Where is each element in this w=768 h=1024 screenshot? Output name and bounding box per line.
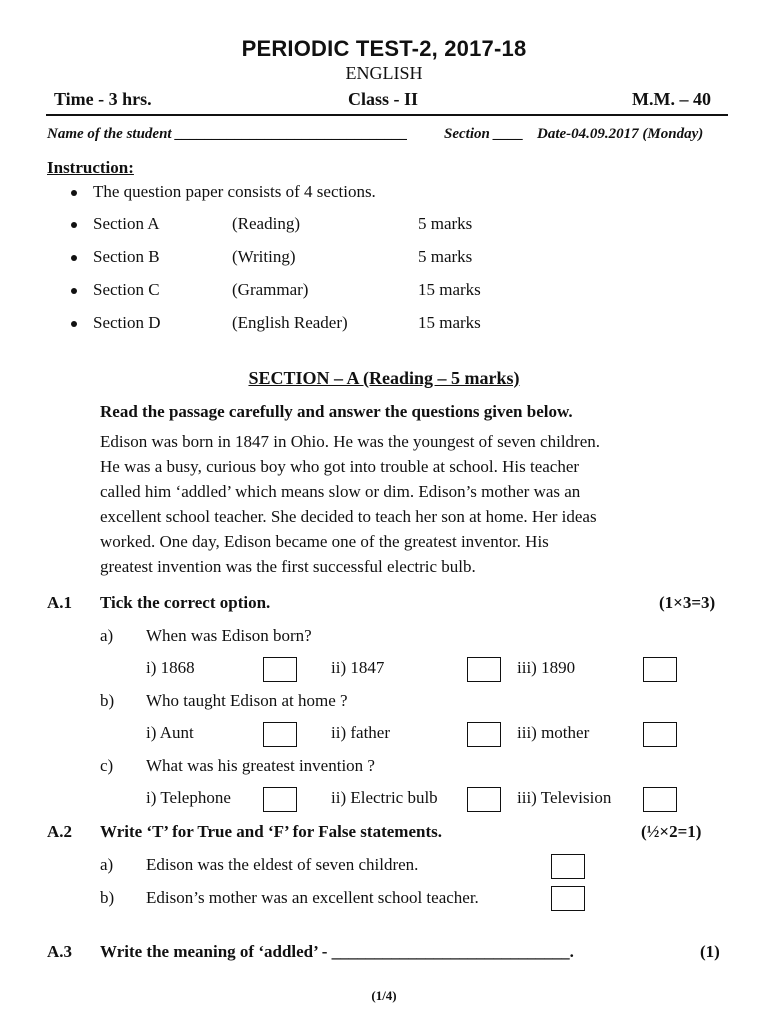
bullet-icon bbox=[71, 222, 77, 228]
student-name-field: Name of the student _______________________________ bbox=[47, 126, 408, 142]
option-text: iii) 1890 bbox=[517, 658, 576, 677]
option-text: i) Aunt bbox=[146, 723, 194, 742]
time-label: Time - 3 hrs. bbox=[54, 89, 152, 109]
bullet-icon bbox=[71, 321, 77, 327]
option-text: iii) Television bbox=[517, 788, 612, 807]
section-topic: (Grammar) bbox=[232, 280, 309, 299]
answer-checkbox[interactable] bbox=[467, 722, 501, 747]
question-marks: (1×3=3) bbox=[659, 593, 716, 612]
passage-line: called him ‘addled’ which means slow or dim. Edison’s mother was an bbox=[100, 482, 581, 501]
option-text: ii) Electric bulb bbox=[331, 788, 438, 807]
answer-checkbox[interactable] bbox=[467, 657, 501, 682]
section-topic: (English Reader) bbox=[232, 313, 348, 332]
question-text: Tick the correct option. bbox=[100, 593, 271, 612]
answer-checkbox[interactable] bbox=[643, 722, 677, 747]
option-text: ii) father bbox=[331, 723, 390, 742]
question-number: A.3 bbox=[47, 942, 73, 961]
statement-text: Edison’s mother was an excellent school teacher. bbox=[146, 888, 479, 907]
section-topic: (Writing) bbox=[232, 247, 296, 266]
subquestion-text: When was Edison born? bbox=[146, 626, 312, 645]
passage-line: excellent school teacher. She decided to teach her son at home. Her ideas bbox=[100, 507, 597, 526]
option-text: ii) 1847 bbox=[331, 658, 385, 677]
answer-checkbox[interactable] bbox=[643, 657, 677, 682]
answer-box[interactable] bbox=[551, 886, 585, 911]
passage-line: Edison was born in 1847 in Ohio. He was the youngest of seven children. bbox=[100, 432, 600, 451]
section-topic: (Reading) bbox=[232, 214, 300, 233]
answer-checkbox[interactable] bbox=[263, 787, 297, 812]
passage-line: worked. One day, Edison became one of the greatest inventor. His bbox=[100, 532, 549, 551]
max-marks-label: M.M. – 40 bbox=[632, 89, 711, 109]
section-name: Section C bbox=[93, 280, 160, 299]
subquestion-label: a) bbox=[100, 626, 114, 645]
option-text: i) 1868 bbox=[146, 658, 195, 677]
subquestion-text: What was his greatest invention ? bbox=[146, 756, 375, 775]
section-marks: 5 marks bbox=[418, 214, 473, 233]
page-number: (1/4) bbox=[371, 988, 397, 1003]
passage-instruction: Read the passage carefully and answer the questions given below. bbox=[100, 402, 573, 421]
question-number: A.2 bbox=[47, 822, 73, 841]
section-marks: 5 marks bbox=[418, 247, 473, 266]
instruction-intro: The question paper consists of 4 sections. bbox=[93, 182, 376, 201]
passage-line: greatest invention was the first successful electric bulb. bbox=[100, 557, 476, 576]
statement-label: a) bbox=[100, 855, 114, 874]
section-a-title: SECTION – A (Reading – 5 marks) bbox=[248, 368, 520, 388]
section-name: Section D bbox=[93, 313, 161, 332]
question-marks: (½×2=1) bbox=[641, 822, 702, 841]
test-date: Date-04.09.2017 (Monday) bbox=[537, 126, 704, 142]
subquestion-text: Who taught Edison at home ? bbox=[146, 691, 348, 710]
answer-box[interactable] bbox=[551, 854, 585, 879]
section-marks: 15 marks bbox=[418, 280, 481, 299]
test-title: PERIODIC TEST-2, 2017-18 bbox=[241, 36, 527, 61]
bullet-icon bbox=[71, 255, 77, 261]
question-text: Write the meaning of ‘addled’ - ____________________________. bbox=[100, 942, 574, 961]
question-marks: (1) bbox=[700, 942, 720, 961]
subject-name: ENGLISH bbox=[345, 63, 423, 83]
section-name: Section B bbox=[93, 247, 160, 266]
bullet-icon bbox=[71, 288, 77, 294]
header-divider bbox=[46, 114, 728, 116]
statement-label: b) bbox=[100, 888, 115, 907]
question-number: A.1 bbox=[47, 593, 73, 612]
section-field: Section ____ bbox=[444, 126, 524, 142]
answer-checkbox[interactable] bbox=[263, 657, 297, 682]
bullet-icon bbox=[71, 190, 77, 196]
subquestion-label: c) bbox=[100, 756, 114, 775]
question-text: Write ‘T’ for True and ‘F’ for False statements. bbox=[100, 822, 442, 841]
option-text: i) Telephone bbox=[146, 788, 231, 807]
answer-checkbox[interactable] bbox=[263, 722, 297, 747]
statement-text: Edison was the eldest of seven children. bbox=[146, 855, 419, 874]
passage-line: He was a busy, curious boy who got into trouble at school. His teacher bbox=[100, 457, 580, 476]
subquestion-label: b) bbox=[100, 691, 115, 710]
option-text: iii) mother bbox=[517, 723, 590, 742]
class-label: Class - II bbox=[348, 89, 419, 109]
answer-checkbox[interactable] bbox=[643, 787, 677, 812]
section-marks: 15 marks bbox=[418, 313, 481, 332]
answer-checkbox[interactable] bbox=[467, 787, 501, 812]
instruction-heading: Instruction: bbox=[47, 158, 134, 177]
section-name: Section A bbox=[93, 214, 160, 233]
